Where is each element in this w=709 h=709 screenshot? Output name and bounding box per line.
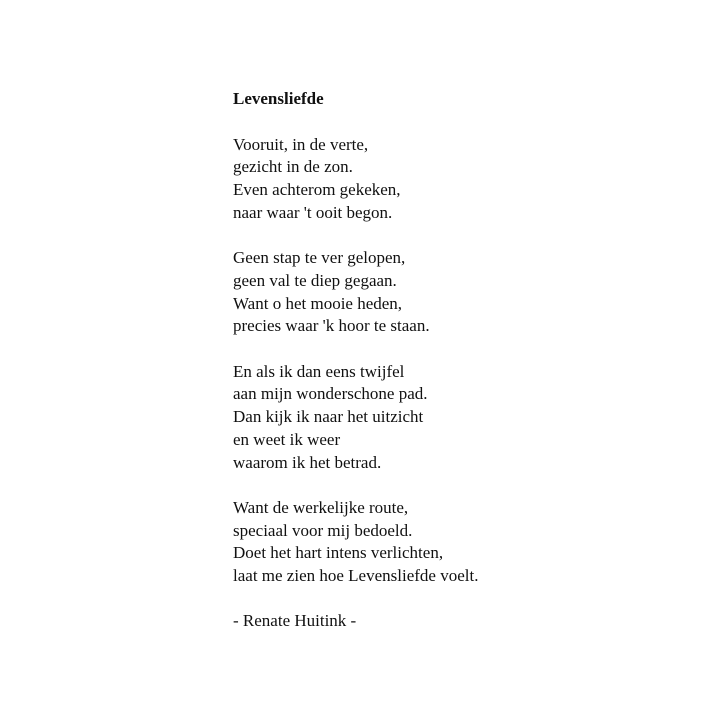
- poem-line: Want o het mooie heden,: [233, 293, 403, 313]
- poem-line: Vooruit, in de verte,: [233, 134, 369, 154]
- stanza-2: [233, 247, 693, 338]
- poem-line: laat me zien hoe Levensliefde voelt.: [233, 566, 479, 586]
- poem-line: geen val te diep gegaan.: [233, 270, 397, 290]
- poem-line: Even achterom gekeken,: [233, 180, 401, 200]
- poem-line: Dan kijk ik naar het uitzicht: [233, 407, 424, 427]
- poem-line: Want de werkelijke route,: [233, 497, 409, 517]
- poem-line: gezicht in de zon.: [233, 157, 353, 177]
- stanza-3: [233, 361, 693, 475]
- poem-line: waarom ik het betrad.: [233, 452, 382, 472]
- poem-page: [233, 88, 693, 633]
- poem-line: Geen stap te ver gelopen,: [233, 248, 406, 268]
- poem-author: - Renate Huitink -: [233, 611, 357, 631]
- poem-line: En als ik dan eens twijfel: [233, 361, 405, 381]
- poem-line: en weet ik weer: [233, 429, 341, 449]
- poem-line: Doet het hart intens verlichten,: [233, 543, 444, 563]
- poem-line: aan mijn wonderschone pad.: [233, 384, 428, 404]
- poem-line: speciaal voor mij bedoeld.: [233, 520, 413, 540]
- poem-title: Levensliefde: [233, 89, 324, 108]
- poem-line: naar waar 't ooit begon.: [233, 202, 393, 222]
- stanza-1: [233, 134, 693, 225]
- stanza-4: [233, 497, 693, 588]
- poem-line: precies waar 'k hoor te staan.: [233, 316, 430, 336]
